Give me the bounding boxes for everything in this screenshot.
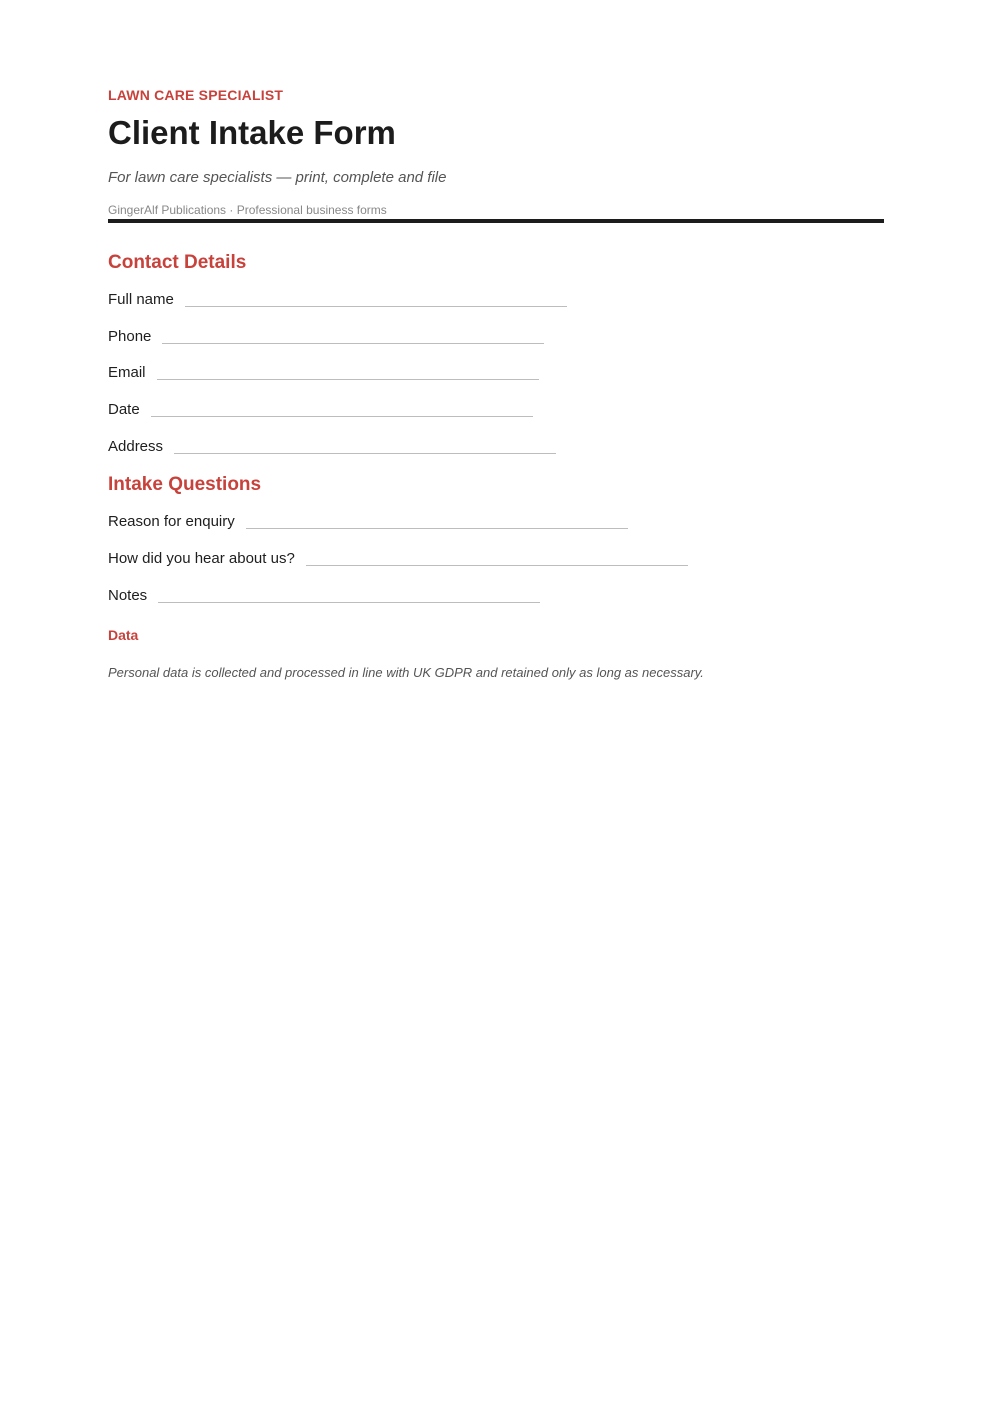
phone-field[interactable] [108, 328, 544, 350]
reason-for-enquiry-input-line[interactable] [246, 528, 628, 529]
full-name-input-line[interactable] [185, 306, 567, 307]
publisher-line: GingerAlf Publications · Professional business forms [108, 203, 387, 217]
date-input-line[interactable] [151, 416, 533, 417]
address-input-line[interactable] [174, 453, 556, 454]
data-heading: Data [108, 627, 139, 643]
date-field[interactable] [108, 401, 533, 423]
page-title: Client Intake Form [108, 114, 396, 151]
full-name-field[interactable] [108, 291, 567, 313]
address-label: Address [108, 438, 164, 455]
reason-for-enquiry-label: Reason for enquiry [108, 513, 235, 530]
email-field[interactable] [108, 364, 539, 386]
phone-label: Phone [108, 328, 152, 345]
notes-field[interactable] [108, 587, 540, 609]
email-input-line[interactable] [157, 379, 539, 380]
phone-input-line[interactable] [162, 343, 544, 344]
header-divider [108, 219, 884, 223]
contact-details-heading: Contact Details [108, 252, 247, 273]
notes-label: Notes [108, 587, 148, 604]
email-label: Email [108, 364, 146, 381]
form-category-label: LAWN CARE SPECIALIST [108, 87, 284, 103]
date-label: Date [108, 401, 140, 418]
referral-source-input-line[interactable] [306, 565, 688, 566]
reason-for-enquiry-field[interactable] [108, 513, 628, 535]
full-name-label: Full name [108, 291, 174, 308]
notes-input-line[interactable] [158, 602, 540, 603]
page-subtitle: For lawn care specialists — print, complete and file [108, 169, 447, 186]
referral-source-label: How did you hear about us? [108, 550, 295, 567]
referral-source-field[interactable] [108, 550, 688, 572]
address-field[interactable] [108, 438, 556, 460]
intake-questions-heading: Intake Questions [108, 474, 262, 495]
gdpr-notice: Personal data is collected and processed in line with UK GDPR and retained only as long as necessary. [108, 665, 704, 680]
